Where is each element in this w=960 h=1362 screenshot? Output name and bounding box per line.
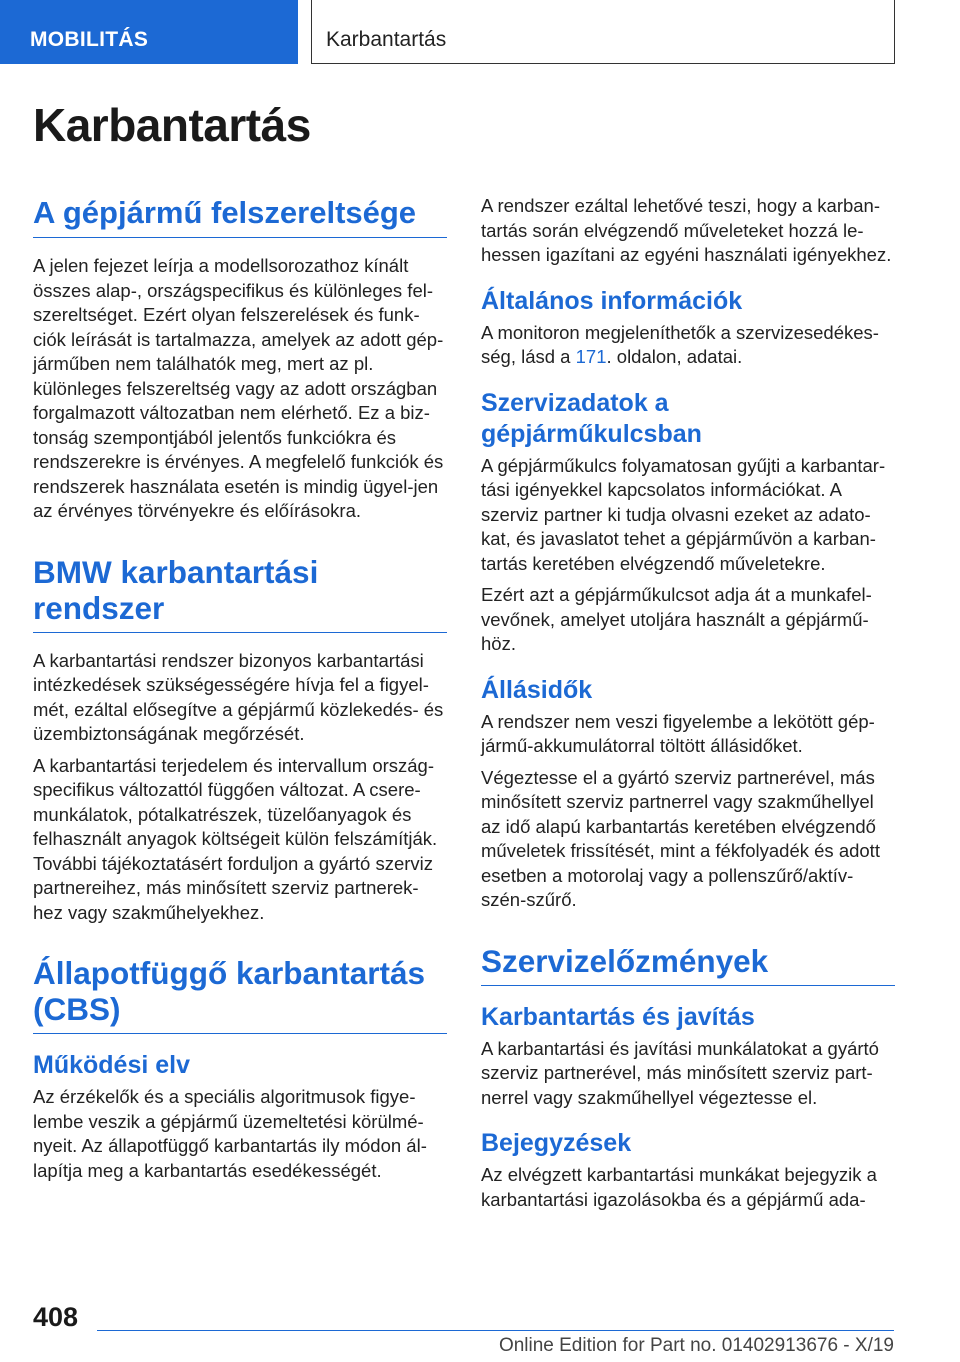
general-text-after: . oldalon, adatai. bbox=[606, 346, 743, 367]
paragraph-intro: A rendszer ezáltal lehetővé teszi, hogy a karban-tartás során elvégzendő műveleteket hozzá le-hessen igazítani az egyéni használati igényekhez. bbox=[481, 195, 892, 265]
footer-edition: Online Edition for Part no. 01402913676 - X/19 bbox=[498, 1335, 894, 1356]
footer-divider bbox=[97, 1330, 894, 1331]
paragraph-idle-1: A rendszer nem veszi figyelembe a lekötött gép-jármű-akkumulátorral töltött állásidőket. bbox=[481, 710, 875, 756]
paragraph-entries: Az elvégzett karbantartási munkákat bejegyzik a karbantartási igazolásokba és a gépjármű ada- bbox=[481, 1164, 877, 1210]
page-title: Karbantartás bbox=[33, 99, 311, 151]
paragraph-idle-2: Végeztesse el a gyártó szerviz partnerével, más minősített szerviz partnerrel vagy szakműhellyel az idő alapú karbantartás keretében elvégzendő műveletek frissítését, mint a fékfolyadék és adott esetben a motorolaj vagy a pollenszűrő/aktív-szén-szűrő. bbox=[481, 766, 880, 910]
subheading-general-info: Általános információk bbox=[481, 286, 743, 315]
heading-equipment: A gépjármű felszereltsége bbox=[33, 195, 447, 238]
subheading-entries: Bejegyzések bbox=[481, 1129, 632, 1157]
paragraph-bmw-2: A karbantartási terjedelem és intervallum ország-specifikus változattól függően változat. A csere-munkálatok, pótalkatrészek, tüzelőanyagok és felhasznált anyagok költségeit külön felszámítják. További tájékoztatásért forduljon a gyártó szerviz partnereihez, más minősített szerviz partnerek-hez vagy szakműhelyekhez. bbox=[33, 754, 438, 923]
right-column bbox=[481, 194, 895, 1219]
paragraph-general-info bbox=[481, 321, 895, 370]
heading-bmw-service-system: BMW karbantartási rendszer bbox=[33, 554, 447, 633]
subheading-maintenance-repair: Karbantartás és javítás bbox=[481, 1002, 755, 1031]
section-tab: MOBILITÁS bbox=[0, 0, 298, 64]
page-reference-link[interactable]: 171 bbox=[575, 346, 607, 367]
subheading-principle: Működési elv bbox=[33, 1051, 190, 1079]
left-column bbox=[33, 195, 447, 1190]
paragraph-principle: Az érzékelők és a speciális algoritmusok figye-lembe veszik a gépjármű üzemeltetési körülmé-nyeit. Az állapotfüggő karbantartás ily módon ál-lapítja meg a karbantartás esedékességét. bbox=[33, 1086, 427, 1181]
chapter-tab: Karbantartás bbox=[311, 0, 895, 64]
paragraph-maintenance-repair: A karbantartási és javítási munkálatokat a gyártó szerviz partnerével, más minősített szerviz part-nerrel vagy szakműhellyel végeztesse el. bbox=[481, 1037, 879, 1108]
heading-cbs: Állapotfüggő karbantartás (CBS) bbox=[33, 955, 447, 1034]
heading-service-history: Szervizelőzmények bbox=[481, 943, 895, 986]
paragraph-bmw-1: A karbantartási rendszer bizonyos karbantartási intézkedések szükségességére hívja fel a figyel-mét, ezáltal elősegítve a gépjármű közlekedés- és üzembiztonságának megőrzését. bbox=[33, 649, 444, 744]
paragraph-equipment: A jelen fejezet leírja a modellsorozathoz kínált összes alap-, országspecifikus és különleges fel-szereltséget. Ezért olyan felszerelések és funk-ciók leírását is tartalmazza, amelyek az adott gép-járműben nem találhatók meg, mert az pl. különleges felszereltség vagy az adott országban forgalmazott változatban nem elérhető. Ez a biz-tonság szempontjából jelentős funkciókra és rendszerekre is érvényes. A megfelelő funkciók és rendszerek használata esetén is mindig ügyel-jen az érvényes törvényekre és előírásokra. bbox=[33, 255, 444, 521]
page-number: 408 bbox=[33, 1302, 79, 1332]
paragraph-service-data-2: Ezért azt a gépjárműkulcsot adja át a munkafel-vevőnek, amelyet utoljára használt a gépjármű-höz. bbox=[481, 584, 872, 654]
subheading-idle-times: Állásidők bbox=[481, 675, 593, 704]
paragraph-service-data-1: A gépjárműkulcs folyamatosan gyűjti a karbantar-tási igényekkel kapcsolatos információkat. A szerviz partner ki tudja olvasni ezeket az adato-kat, és javaslatot tehet a gépjárművön a karban-tartás keretében elvégzendő műveletekre. bbox=[481, 454, 886, 574]
subheading-service-data-key: Szervizadatok a gépjárműkulcsban bbox=[481, 388, 702, 448]
general-text-before: A monitoron megjeleníthetők a szervizesedékes-ség, lásd a bbox=[481, 321, 879, 367]
